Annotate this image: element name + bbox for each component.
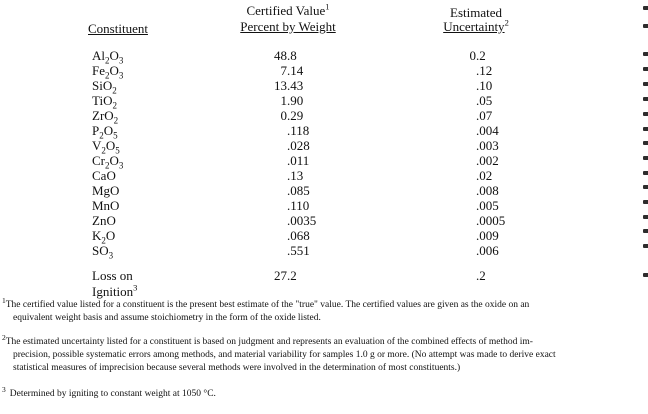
- certified-value-label: Certified Value: [246, 3, 326, 18]
- loss-uncertainty-frac: .2: [476, 268, 486, 283]
- scan-artifact: [643, 52, 648, 56]
- footnote-1-marker: 1: [2, 295, 6, 305]
- scan-artifact: [643, 215, 648, 219]
- footnote-ref-1: 1: [325, 1, 330, 12]
- certified-value-int: 1: [280, 93, 287, 108]
- certified-value-int: 0: [280, 108, 287, 123]
- scan-artifact: [643, 171, 648, 175]
- uncertainty-frac: .12: [476, 63, 493, 78]
- certified-value-frac: .068: [287, 228, 310, 243]
- table-body: [0, 48, 648, 261]
- certified-value-frac: .29: [287, 108, 304, 123]
- table-row: [0, 78, 648, 96]
- constituent-formula: ZrO$_2$: [92, 108, 119, 126]
- footnotes-section: [0, 295, 648, 401]
- estimated-label: Estimated: [450, 5, 502, 20]
- footnote-2-line-1: [0, 332, 648, 349]
- certified-value-frac: .118: [287, 123, 310, 138]
- certified-value-frac: .551: [287, 243, 310, 258]
- uncertainty-frac: .008: [476, 183, 499, 198]
- table-row: [0, 93, 648, 111]
- footnote-3-text: Determined by igniting to constant weight at 1050 °C.: [9, 389, 216, 399]
- certified-value-frac: .0035: [287, 213, 317, 228]
- scan-artifact: [643, 127, 648, 131]
- table-row: [0, 228, 648, 246]
- uncertainty-frac: .05: [476, 93, 493, 108]
- loss-label-text: Loss on Ignition: [92, 268, 134, 299]
- constituent-formula: $P_2O_5$: [92, 123, 118, 141]
- certified-value-frac: .13: [287, 168, 304, 183]
- constituent-formula: $SO_3$: [92, 243, 114, 261]
- scan-artifact: [643, 112, 648, 116]
- table-row: [0, 48, 648, 66]
- constituent-formula: $Al_2O_3$: [92, 48, 124, 66]
- footnote-1-line-1: [0, 295, 648, 312]
- footnote-2-line-2: precision, possible systematic errors among methods, and material variability for samples 1.0 g or more. (No attempt was made to derive exact: [13, 350, 556, 360]
- certified-value-frac: .8: [287, 48, 297, 63]
- certified-value-int: 13: [274, 78, 287, 93]
- footnote-3-line-1: [0, 384, 648, 401]
- uncertainty-frac: .2: [476, 48, 486, 63]
- table-row: [0, 213, 648, 228]
- footnote-ref-3: 3: [133, 282, 138, 293]
- constituent-formula: $V_2O_5$: [92, 138, 120, 156]
- certified-value-frac: .14: [287, 63, 304, 78]
- uncertainty-frac: .002: [476, 153, 499, 168]
- footnote-1-line-2: equivalent weight basis and assume stoichiometry in the form of the oxide listed.: [13, 313, 321, 323]
- scan-artifact: [643, 97, 648, 101]
- certified-value-int: 48: [274, 48, 287, 63]
- scan-artifact: [643, 67, 648, 71]
- scan-artifact: [643, 229, 648, 233]
- footnote-ref-2: 2: [504, 17, 509, 28]
- certified-value-int: 7: [280, 63, 287, 78]
- certified-value-frac: .011: [287, 153, 310, 168]
- scan-artifact: [643, 6, 648, 10]
- certified-value-frac: .90: [287, 93, 304, 108]
- certified-value-frac: .085: [287, 183, 310, 198]
- loss-on-ignition-label: [92, 268, 137, 300]
- table-row: [0, 183, 648, 198]
- constituent-formula: TiO$_2$: [92, 93, 117, 111]
- table-row: [0, 198, 648, 213]
- loss-certified-value-int: 27: [274, 268, 287, 283]
- table-row: [0, 63, 648, 81]
- column-header-percent-by-weight: [200, 19, 376, 35]
- scan-artifact: [643, 273, 648, 277]
- footnote-2-line-3: statistical measures of imprecision because several methods were involved in the determination of most constituents.): [13, 363, 461, 373]
- uncertainty-frac: .0005: [476, 213, 506, 228]
- scan-artifact: [643, 200, 648, 204]
- uncertainty-frac: .004: [476, 123, 499, 138]
- uncertainty-frac: .005: [476, 198, 499, 213]
- scan-artifact: [643, 24, 648, 28]
- loss-certified-value-frac: .2: [287, 268, 297, 283]
- percent-by-weight-label: Percent by Weight: [240, 19, 336, 34]
- constituent-formula: $Cr_2O_3$: [92, 153, 124, 171]
- certified-value-frac: .028: [287, 138, 310, 153]
- uncertainty-label: Uncertainty: [443, 19, 505, 34]
- constituent-formula: ZnO: [92, 213, 116, 228]
- column-header-constituent: Constituent: [88, 21, 148, 36]
- scan-artifact: [643, 185, 648, 189]
- uncertainty-frac: .02: [476, 168, 493, 183]
- scan-artifact: [643, 82, 648, 86]
- footnote-1-text: The certified value listed for a constituent is the present best estimate of the "true" value. The certified values are given as the oxide on an: [5, 300, 530, 310]
- uncertainty-frac: .10: [476, 78, 493, 93]
- constituent-formula: MgO: [92, 183, 120, 198]
- scan-artifact: [643, 156, 648, 160]
- constituent-formula: MnO: [92, 198, 120, 213]
- uncertainty-int: 0: [469, 48, 476, 63]
- constituent-formula: CaO: [92, 168, 116, 183]
- scan-artifact: [643, 141, 648, 145]
- table-row: [0, 243, 648, 261]
- table-row: [0, 123, 648, 141]
- column-header-certified-value: [200, 3, 376, 19]
- constituent-formula: $K_2O$: [92, 228, 116, 246]
- footnote-3-marker: 3: [2, 384, 6, 394]
- constituent-formula: $Fe_2O_3$: [92, 63, 124, 81]
- uncertainty-frac: .009: [476, 228, 499, 243]
- table-row: [0, 138, 648, 156]
- constituent-formula: SiO$_2$: [92, 78, 117, 96]
- table-row: [0, 153, 648, 171]
- certified-value-frac: .110: [287, 198, 310, 213]
- footnote-2-text: The estimated uncertainty listed for a constituent is based on judgment and represents an evaluation of the combined effects of method im-: [5, 337, 533, 347]
- column-header-uncertainty: [388, 19, 564, 35]
- table-row: [0, 168, 648, 183]
- certified-value-frac: .43: [287, 78, 304, 93]
- uncertainty-frac: .006: [476, 243, 499, 258]
- footnote-2-marker: 2: [2, 332, 6, 342]
- scan-artifact: [643, 244, 648, 248]
- table-row: [0, 108, 648, 126]
- uncertainty-frac: .07: [476, 108, 493, 123]
- uncertainty-frac: .003: [476, 138, 499, 153]
